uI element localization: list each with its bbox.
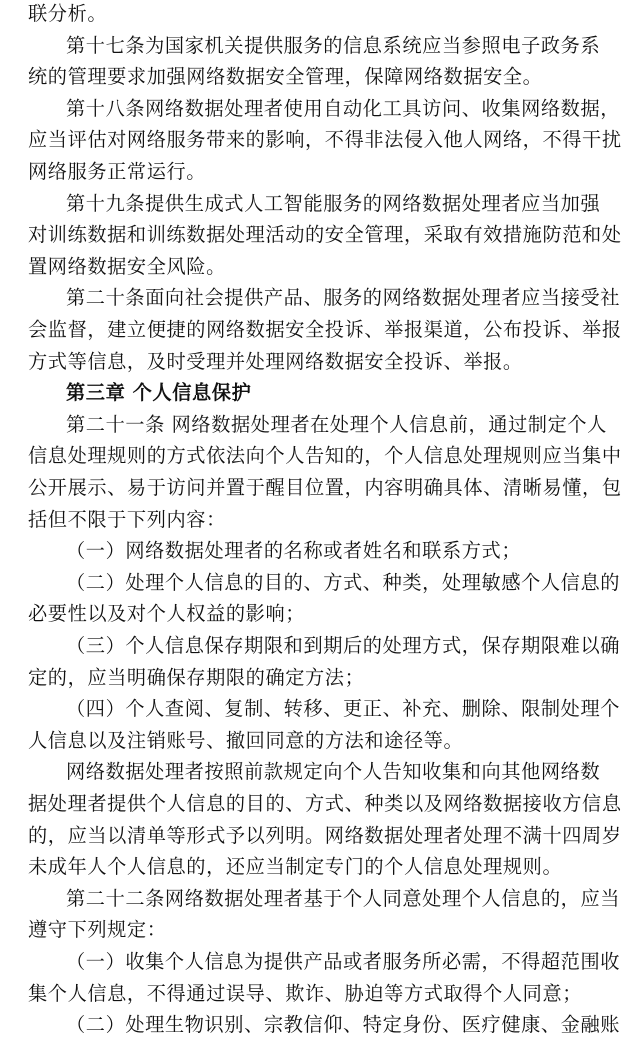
text-line: 定的，应当明确保存期限的确定方法；: [28, 665, 365, 689]
text-line: （二）处理个人信息的目的、方式、种类，处理敏感个人信息的: [66, 570, 621, 594]
text-line: 第十七条为国家机关提供服务的信息系统应当参照电子政务系: [66, 33, 601, 57]
text-line: 网络服务正常运行。: [28, 160, 207, 183]
text-line: （一）网络数据处理者的名称或者姓名和联系方式；: [66, 539, 522, 563]
text-line: 公开展示、易于访问并置于醒目位置，内容明确具体、清晰易懂，包: [28, 476, 622, 499]
text-line: （四）个人查阅、复制、转移、更正、补充、删除、限制处理个: [66, 697, 621, 721]
text-line: 方式等信息，及时受理并处理网络数据安全投诉、举报。: [28, 349, 523, 373]
text-line: 人信息以及注销账号、撤回同意的方法和途径等。: [28, 728, 464, 752]
text-line: 会监督，建立便捷的网络数据安全投诉、举报渠道，公布投诉、举报: [28, 318, 622, 341]
text-line: 遵守下列规定：: [28, 918, 167, 942]
chapter-heading: 第三章 个人信息保护: [66, 381, 252, 405]
text-line: （一）收集个人信息为提供产品或者服务所必需，不得超范围收: [66, 950, 621, 973]
text-line: （三）个人信息保存期限和到期后的处理方式，保存期限难以确: [66, 634, 621, 657]
text-line: 括但不限于下列内容：: [28, 507, 226, 531]
text-line: 第二十一条 网络数据处理者在处理个人信息前，通过制定个人: [66, 412, 607, 436]
text-line: 的，应当以清单等形式予以列明。网络数据处理者处理不满十四周岁: [28, 823, 622, 847]
text-line: 对训练数据和训练数据处理活动的安全管理，采取有效措施防范和处: [28, 223, 622, 247]
text-line: 第十八条网络数据处理者使用自动化工具访问、收集网络数据，: [66, 96, 621, 120]
text-line: 据处理者提供个人信息的目的、方式、种类以及网络数据接收方信息: [28, 792, 622, 815]
text-line: 第十九条提供生成式人工智能服务的网络数据处理者应当加强: [66, 191, 601, 215]
text-line: 未成年人个人信息的，还应当制定专门的个人信息处理规则。: [28, 855, 563, 879]
text-line: 信息处理规则的方式依法向个人告知的，个人信息处理规则应当集中: [28, 444, 622, 468]
text-line: 必要性以及对个人权益的影响；: [28, 602, 306, 626]
text-line: 第二十二条网络数据处理者基于个人同意处理个人信息的，应当: [66, 886, 621, 910]
text-line: 统的管理要求加强网络数据安全管理，保障网络数据安全。: [28, 65, 543, 89]
text-line: 置网络数据安全风险。: [28, 254, 226, 278]
text-line: 第二十条面向社会提供产品、服务的网络数据处理者应当接受社: [66, 286, 621, 310]
text-line: 网络数据处理者按照前款规定向个人告知收集和向其他网络数: [66, 760, 601, 784]
text-line: （二）处理生物识别、宗教信仰、特定身份、医疗健康、金融账: [66, 1013, 621, 1037]
text-line: 联分析。: [28, 2, 108, 25]
text-line: 应当评估对网络服务带来的影响，不得非法侵入他人网络，不得干扰: [28, 128, 622, 152]
text-line: 集个人信息，不得通过误导、欺诈、胁迫等方式取得个人同意；: [28, 981, 583, 1005]
